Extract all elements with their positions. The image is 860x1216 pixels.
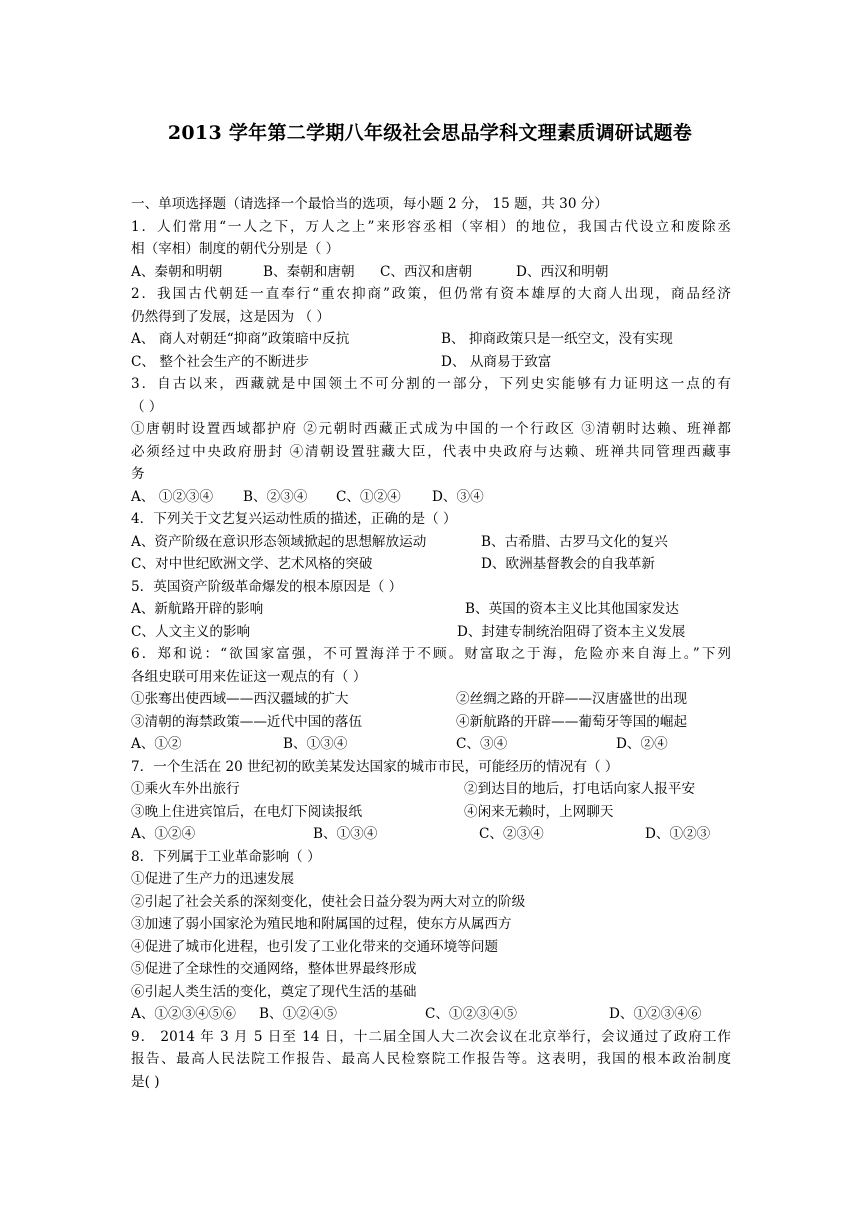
question-3-stem-cont: （ ） <box>131 398 163 415</box>
statement-1: ①张骞出使西域——西汉疆域的扩大 <box>131 691 349 707</box>
option-b: B、秦朝和唐朝 <box>263 263 355 280</box>
option-c: C、②③④ <box>479 826 544 842</box>
question-7-statements-34 <box>131 801 731 824</box>
option-c: C、人文主义的影响 <box>131 623 251 640</box>
question-2-stem-cont: 仍然得到了发展，这是因为 （ ） <box>131 308 330 325</box>
question-3-statements-end: 务 <box>131 466 145 482</box>
option-a: A、资产阶级在意识形态领域掀起的思想解放运动 <box>131 533 427 550</box>
option-a: A、①②③④⑤⑥ <box>131 1006 236 1022</box>
option-d: D、欧洲基督教会的自我革新 <box>481 556 656 572</box>
option-b: B、①③④ <box>283 736 348 752</box>
question-6-statements-34 <box>131 711 731 734</box>
question-1-stem-cont: 相（宰相）制度的朝代分别是（ ） <box>131 241 340 257</box>
exam-content <box>131 193 731 1093</box>
statement-1: ①乘火车外出旅行 <box>131 781 240 797</box>
statement-4: ④促进了城市化进程，也引发了工业化带来的交通环境等问题 <box>131 938 499 955</box>
question-3-options <box>131 486 731 509</box>
option-b: B、①②④⑤ <box>259 1006 337 1022</box>
question-2-options-ab <box>131 328 731 351</box>
option-d: D、封建专制统治阻碍了资本主义发展 <box>457 623 686 640</box>
option-b: B、①③④ <box>313 826 378 842</box>
option-d: D、②④ <box>616 736 668 752</box>
option-d: D、 从商易于致富 <box>441 353 552 370</box>
question-9-stem: 9． 2014 年 3 月 5 日至 14 日，十二届全国人大二次会议在北京举行，会议通过了政府工作 <box>131 1028 731 1045</box>
statement-3: ③加速了弱小国家沦为殖民地和附属国的过程，使东方从属西方 <box>131 916 512 932</box>
option-b: B、古希腊、古罗马文化的复兴 <box>481 533 668 550</box>
option-c: C、③④ <box>456 736 508 752</box>
option-a: A、①②④ <box>131 826 196 842</box>
statement-2: ②引起了社会关系的深刻变化，使社会日益分裂为两大对立的阶级 <box>131 893 526 910</box>
exam-title: 2013 学年第二学期八年级社会思品学科文理素质调研试题卷 <box>167 122 693 144</box>
question-7-stem: 7．一个生活在 20 世纪初的欧美某发达国家的城市市民，可能经历的情况有（ ） <box>131 758 619 775</box>
question-2-options-cd <box>131 351 731 374</box>
question-1-options <box>131 261 731 284</box>
question-9-stem-cont: 报告、最高人民法院工作报告、最高人民检察院工作报告等。这表明，我国的根本政治制度 <box>131 1051 731 1067</box>
option-c: C、对中世纪欧洲文学、艺术风格的突破 <box>131 556 373 572</box>
question-6-stem: 6．郑和说：“欲国家富强，不可置海洋于不顾。财富取之于海，危险亦来自海上。”下列 <box>131 646 731 662</box>
question-4-stem: 4．下列关于文艺复兴运动性质的描述，正确的是（ ） <box>131 511 457 527</box>
option-d: D、①②③④⑥ <box>609 1006 702 1022</box>
question-6-stem-cont: 各组史联可用来佐证这一观点的有（ ） <box>131 668 367 685</box>
option-c: C、西汉和唐朝 <box>380 263 472 280</box>
statement-2: ②到达目的地后，打电话向家人报平安 <box>464 781 696 797</box>
statement-5: ⑤促进了全球性的交通网络，整体世界最终形成 <box>131 961 417 977</box>
option-a: A、 商人对朝廷“抑商”政策暗中反抗 <box>131 331 350 347</box>
statement-6: ⑥引起人类生活的变化，奠定了现代生活的基础 <box>131 983 417 1000</box>
question-8-stem: 8．下列属于工业革命影响（ ） <box>131 848 321 865</box>
question-7-options <box>131 823 731 846</box>
option-c: C、 整个社会生产的不断进步 <box>131 353 309 370</box>
option-b: B、 抑商政策只是一纸空文，没有实现 <box>441 331 673 347</box>
option-a: A、新航路开辟的影响 <box>131 601 264 617</box>
statement-4: ④新航路的开辟——葡萄牙等国的崛起 <box>456 713 688 730</box>
option-a: A、 ①②③④ <box>131 488 214 505</box>
question-6-options <box>131 733 731 756</box>
question-3-statements-cont: 必须经过中央政府册封 ④清朝设置驻藏大臣，代表中央政府与达赖、班禅共同管理西藏事 <box>131 443 731 460</box>
statement-3: ③晚上住进宾馆后，在电灯下阅读报纸 <box>131 803 363 820</box>
question-2-stem: 2．我国古代朝廷一直奉行“重农抑商”政策，但仍常有资本雄厚的大商人出现，商品经济 <box>131 286 731 302</box>
option-c: C、①②④ <box>336 488 401 505</box>
question-9-stem-end: 是( ) <box>131 1073 160 1090</box>
question-5-options-ab <box>131 598 731 621</box>
question-4-options-ab <box>131 531 731 554</box>
question-3-statements: ①唐朝时设置西域都护府 ②元朝时西藏正式成为中国的一个行政区 ③清朝时达赖、班禅都 <box>131 421 731 437</box>
section-heading: 一、单项选择题（请选择一个最恰当的选项，每小题 2 分， 15 题，共 30 分） <box>131 196 608 212</box>
statement-3: ③清朝的海禁政策——近代中国的落伍 <box>131 713 363 730</box>
statement-1: ①促进了生产力的迅速发展 <box>131 871 295 887</box>
question-6-statements-12 <box>131 688 731 711</box>
option-d: D、①②③ <box>645 826 711 842</box>
question-3-stem: 3．自古以来，西藏就是中国领土不可分割的一部分，下列史实能够有力证明这一点的有 <box>131 376 731 392</box>
option-b: B、英国的资本主义比其他国家发达 <box>465 601 679 617</box>
option-c: C、①②③④⑤ <box>425 1006 517 1022</box>
statement-2: ②丝绸之路的开辟——汉唐盛世的出现 <box>456 691 688 707</box>
question-1-stem: 1．人们常用“一人之下，万人之上”来形容丞相（宰相）的地位，我国古代设立和废除丞 <box>131 218 731 235</box>
question-8-options <box>131 1003 731 1026</box>
option-b: B、②③④ <box>243 488 308 505</box>
question-5-stem: 5．英国资产阶级革命爆发的根本原因是（ ） <box>131 578 403 595</box>
option-a: A、秦朝和明朝 <box>131 263 223 280</box>
question-5-options-cd <box>131 621 731 644</box>
question-7-statements-12 <box>131 778 731 801</box>
option-d: D、③④ <box>432 488 484 505</box>
statement-4: ④闲来无赖时，上网聊天 <box>464 803 614 820</box>
option-d: D、西汉和明朝 <box>516 263 609 280</box>
question-4-options-cd <box>131 553 731 576</box>
option-a: A、①② <box>131 736 182 752</box>
